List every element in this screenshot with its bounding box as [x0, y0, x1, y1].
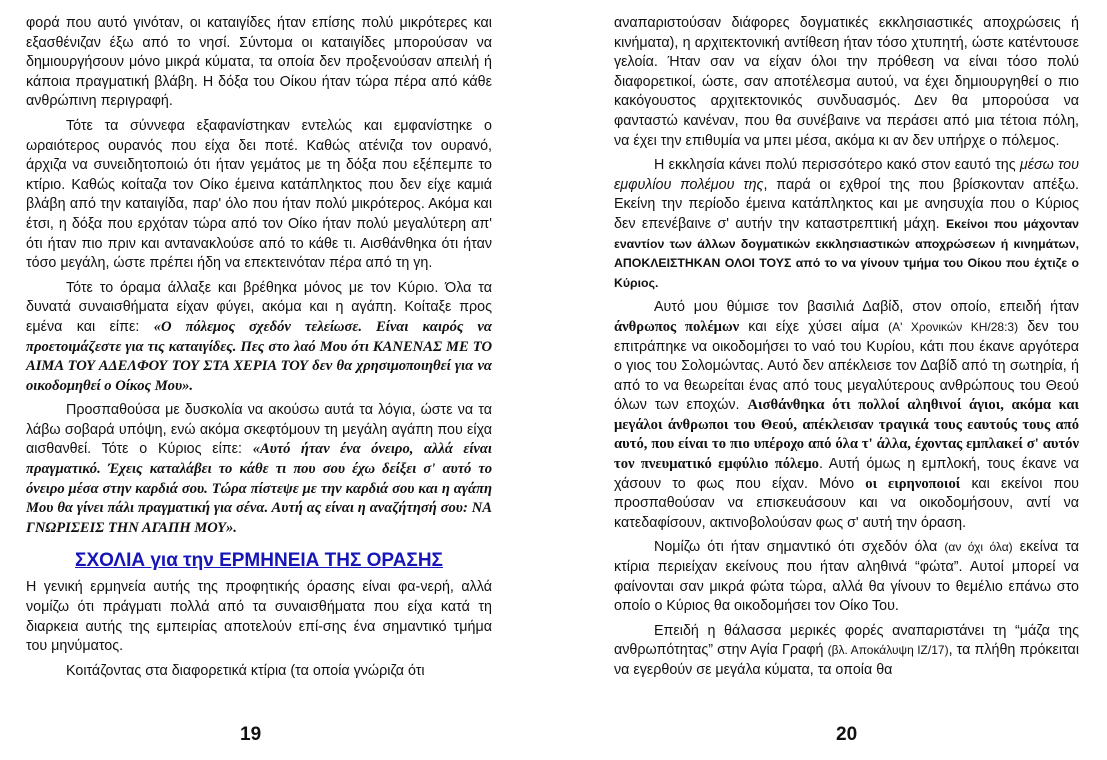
section-heading: ΣΧΟΛΙΑ για την ΕΡΜΗΝΕΙΑ ΤΗΣ ΟΡΑΣΗΣ	[75, 550, 443, 572]
scripture-reference: (Α' Χρονικών ΚΗ/28:3)	[888, 319, 1019, 334]
paragraph	[26, 279, 492, 397]
bold-statement: Αισθάνθηκα ότι πολλοί αληθινοί άγιοι, ακόμα και μεγάλοι άνθρωποι του Θεού, απέκλεισαν τραγικά τους εαυτούς τους από αυτό, που είναι το πιο υπέροχο από όλα τ' άλλα, έχοντας εμπλακεί σ' αυτόν τον πνευματικό εμφύλιο πόλεμο	[614, 397, 1079, 473]
paragraph-text: , τα πλήθη πρόκειται να εγερθούν σε μεγάλα κύματα, τα οποία θα	[614, 642, 1079, 678]
paragraph-text: δεν του επιτράπηκε να οικοδομήσει το ναό του Κυρίου, κάτι που έκανε αργότερα ο γιος του Σολομώντας. Αυτό δεν απέκλεισε τον Δαβίδ από τη σωτηρία, ή από το να θεωρείται ένας από τους μεγαλύτερους ανθρώπους του Θεού όλων των εποχών.	[614, 318, 1079, 414]
paragraph-text: . Αυτή όμως η εμπλοκή, τους έκανε να χάσουν το φως που είχαν. Μόνο	[614, 456, 1079, 492]
paragraph-text: Προσπαθούσα με δυσκολία να ακούσω αυτά τα λόγια, ώστε να τα λάβω σοβαρά υπόψη, ενώ ακόμα σκεφτόμουν τη μεγάλη αγάπη που είχα αισθανθεί. Τότε ο Κύριος είπε:	[26, 402, 492, 458]
paragraph-text: , παρά οι εχθροί της που βρίσκονταν απέξω. Εκείνη την περίοδο έμεινα κατάπληκτος και με ανησυχία που ο Κύριος δεν επενέβαινε σ' αυτήν την καταστρεπτική μάχη.	[614, 176, 1079, 232]
right-page	[614, 14, 1079, 681]
bold-phrase: οι ειρηνοποιοί	[865, 475, 961, 492]
bold-phrase: άνθρωπος πολέμων	[614, 318, 740, 335]
paragraph-text: και είχε χύσει αίμα	[739, 318, 889, 335]
page-number: 20	[836, 724, 858, 745]
paragraph: φορά που αυτό γινόταν, οι καταιγίδες ήταν επίσης πολύ μικρότερες και εξασθένιζαν έξω από το νησί. Σύντομα οι καταιγίδες μπορούσαν να δημιουργήσουν μόνο μικρά κύματα, τα οποία δεν προξενούσαν απειλή ή κάποια πραγματική βλάβη. Η δόξα του Οίκου ήταν τώρα πέρα από κάθε ανθρώπινη περιγραφή.	[26, 15, 492, 110]
paragraph	[614, 298, 1079, 533]
paragraph	[614, 538, 1079, 616]
page-number: 19	[240, 724, 262, 745]
paragraph	[26, 401, 492, 538]
scripture-reference: (βλ. Αποκάλυψη ΙΖ/17)	[827, 643, 949, 658]
paragraph: Κοιτάζοντας στα διαφορετικά κτίρια (τα οποία γνώριζα ότι	[66, 662, 425, 679]
lord-quote: «Αυτό ήταν ένα όνειρο, αλλά είναι πραγματικό. Έχεις καταλάβει το κάθε τι που σου έχω δείξει σ' αυτό το όνειρο μέσα στην καρδιά σου. Τώρα πίστεψε με την καρδιά σου και η αγάπη Μου θα γίνει πάλι πραγματική για σένα. Αυτή ας είναι η αναζήτησή σου: ΝΑ ΓΝΩΡΙΣΕΙΣ ΤΗΝ ΑΓΑΠΗ ΜΟΥ».	[26, 441, 492, 536]
paragraph: Η γενική ερμηνεία αυτής της προφητικής όρασης είναι φα-νερή, αλλά νομίζω ότι πράγματι πολλά από τα συναισθήματα που είχα κατά τη διαρκεια αυτής της εμπειρίας αποτελούν επί-σης ένα σημαντικό τμήμα του μηνύματος.	[26, 579, 492, 655]
paragraph	[614, 156, 1079, 293]
paragraph: αναπαριστούσαν διάφορες δογματικές εκκλησιαστικές αποχρώσεις ή κινήματα), η αρχιτεκτονική αντίθεση ήταν τόσο χτυπητή, ώστε κατέντουσε γελοία. Ήταν σαν να είχαν όλοι την πρόθεση να είναι τόσο πολύ διαφορετικοί, ώστε, σαν αποτέλεσμα αυτού, να έχει δημιουργηθεί ο πιο κακόγουστος αρχιτεκτονικός συνδυασμός. Δεν θα μπορούσα να φανταστώ κανέναν, που θα συνέβαινε να περάσει από μια τέτοια πόλη, να έχει την επιθυμία να μπει μέσα, ακόμα κι αν δεν υπήρχε ο πόλεμος.	[614, 15, 1079, 149]
lord-quote: «Ο πόλεμος σχεδόν τελείωσε. Είναι καιρός να προετοιμάζεστε για τις καταιγίδες. Πες στο λαό Μου ότι ΚΑΝΕΝΑΣ ΜΕ ΤΟ ΑΙΜΑ ΤΟΥ ΑΔΕΛΦΟΥ ΤΟΥ ΣΤΑ ΧΕΡΙΑ ΤΟΥ δεν θα χρησιμοποιηθεί για να οικοδομηθεί ο Οίκος Μου».	[26, 318, 492, 394]
paragraph-text: Επειδή η θάλασσα μερικές φορές αναπαριστάνει τη “μάζα της ανθρωπότητας” στην Αγία Γραφή	[614, 622, 1079, 659]
bold-statement: Εκείνοι που μάχονταν εναντίον των άλλων δογματικών εκκλησιαστικών αποχρώσεων ή κινημάτων, ΑΠΟΚΛΕΙΣΤΗΚΑΝ ΟΛΟΙ ΤΟΥΣ από το να γίνουν τμήμα του Οίκου που έχτιζε ο Κύριος.	[614, 216, 1079, 290]
paragraph	[614, 622, 1079, 681]
parenthetical: (αν όχι όλα)	[944, 540, 1013, 555]
paragraph-text: Η εκκλησία κάνει πολύ περισσότερο κακό στον εαυτό της	[654, 157, 1020, 174]
paragraph-text: εκείνα τα κτίρια περιείχαν εκείνους που ήταν αληθινά “φώτα”. Αυτοί μπορεί να φαίνονται σαν μικρά φώτα τώρα, αλλά θα γίνουν το θεμέλιο επάνω στο οποίο ο Κύριος θα οικοδομήσει τον Οίκο Του.	[614, 539, 1080, 615]
paragraph-text: Αυτό μου θύμισε τον βασιλιά Δαβίδ, στον οποίο, επειδή ήταν	[654, 299, 1079, 316]
paragraph-text: και εκείνοι που προσπαθούσαν να επισκευάσουν και να οικοδομήσουν, αντί να κατεδαφίσουν, ακτινοβολούσαν φως σ' αυτή την όραση.	[614, 475, 1079, 531]
paragraph-text: Νομίζω ότι ήταν σημαντικό ότι σχεδόν όλα	[654, 539, 945, 556]
paragraph-text: Τότε το όραμα άλλαξε και βρέθηκα μόνος με τον Κύριο. Όλα τα δυνατά συναισθήματα είχαν φύγει, ακόμα και η αγάπη. Κοίταξε προς εμένα και είπε:	[26, 279, 492, 335]
left-page	[26, 14, 492, 681]
italic-phrase: μέσω του εμφυλίου πολέμου της	[614, 157, 1079, 193]
paragraph: Τότε τα σύννεφα εξαφανίστηκαν εντελώς και εμφανίστηκε ο ωραιότερος ουρανός που είχα δει ποτέ. Καθώς ατένιζα τον ουρανό, άρχιζα να συνειδητοποιώ ότι ήταν γεμάτος με τη δόξα που εξέπεμπε το κτίριο. Καθώς κοίταζα τον Οίκο έμεινα κατάπληκτος που δεν είχε καμιά βλάβη από την καταιγίδα, παρ' όλο που ήταν πολύ μικρότερος. Ακόμα και έτσι, η δόξα που ερχόταν τώρα από τον Οίκο ήταν πολύ μεγαλύτερη απ' ότι ήταν πιο πριν και αντανακλούσε από το κάθε τι. Αισθάνθηκα ότι ήταν τόσο μεγάλη, ώστε πρέπει ήδη να επεκτεινόταν πέρα από τη γη.	[26, 117, 492, 272]
